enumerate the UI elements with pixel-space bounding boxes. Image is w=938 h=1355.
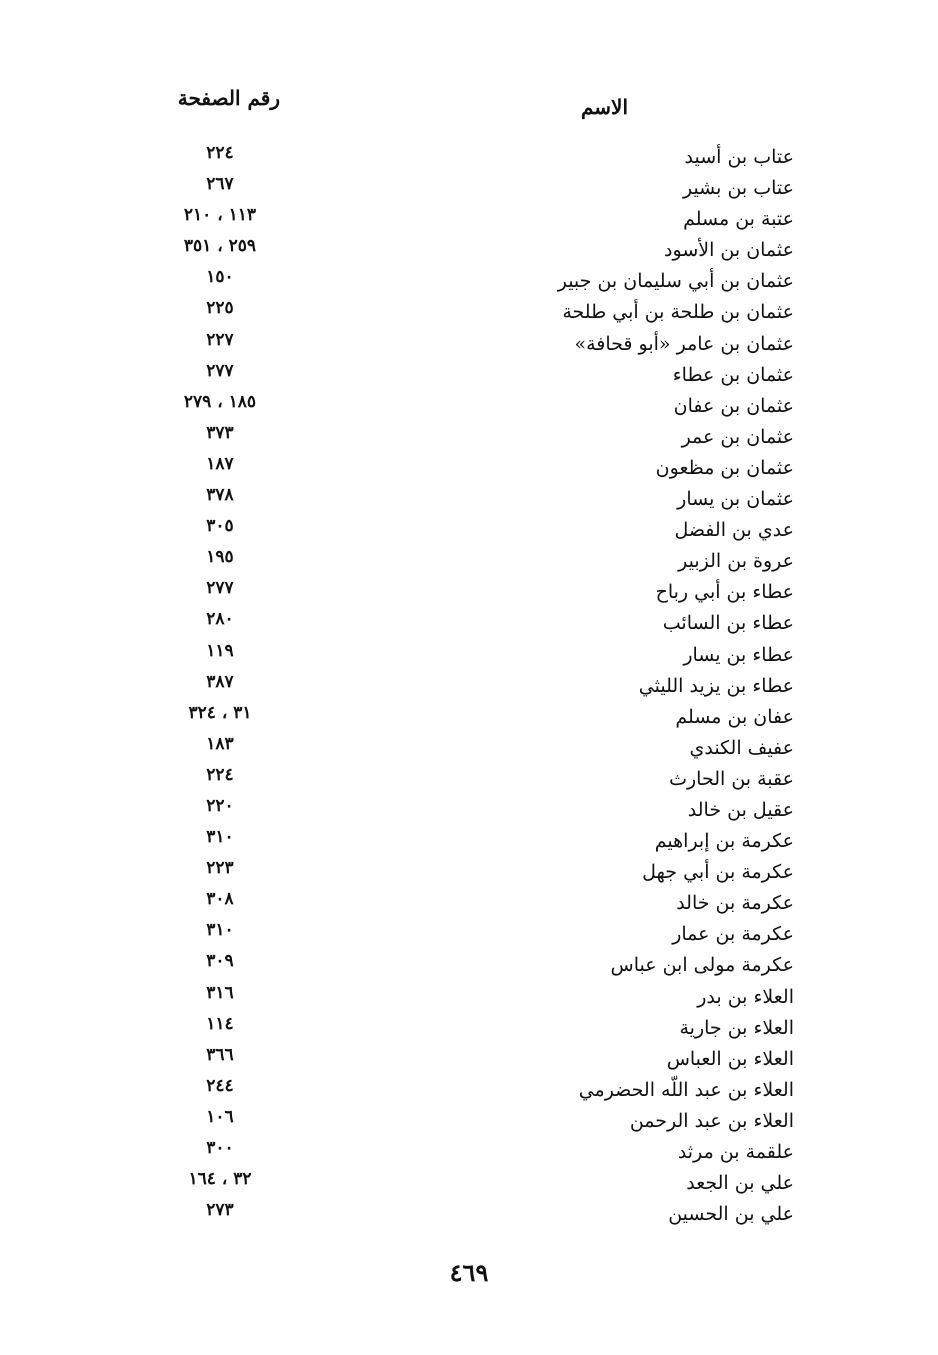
entry-name: علي بن الحسين <box>668 1203 794 1226</box>
entry-name: عكرمة بن أبي جهل <box>642 861 794 884</box>
page-number-column-header: رقم الصفحة <box>177 86 280 110</box>
entry-name: عثمان بن عمر <box>681 425 794 448</box>
entry-name: عثمان بن عطاء <box>672 363 794 386</box>
entry-name: عثمان بن الأسود <box>664 239 794 262</box>
entry-page-numbers: ١١٩ <box>206 640 234 661</box>
entry-name: عثمان بن مظعون <box>655 456 794 479</box>
index-entry-row <box>0 703 938 734</box>
entry-page-numbers: ٣٠٥ <box>206 516 234 537</box>
name-column-header: الاسم <box>580 95 628 119</box>
entry-page-numbers: ٣١٦ <box>206 982 234 1003</box>
entry-page-numbers: ٣١٠ <box>206 827 234 848</box>
entry-name: عطاء بن يزيد الليثي <box>638 674 794 697</box>
entry-page-numbers: ٢٧٧ <box>206 578 234 599</box>
entry-page-numbers: ٢٨٠ <box>206 609 234 630</box>
entry-page-numbers: ٣٠٠ <box>206 1138 234 1158</box>
entry-page-numbers: ٢٦٧ <box>206 174 234 195</box>
entry-page-numbers: ٣١٠ <box>206 920 234 941</box>
entry-name: عكرمة بن إبراهيم <box>654 830 794 853</box>
index-entry-row <box>0 1076 938 1107</box>
entry-name: عثمان بن يسار <box>677 488 794 511</box>
entry-name: العلاء بن عبد اللّه الحضرمي <box>578 1078 794 1101</box>
index-entry-row <box>0 827 938 858</box>
index-entry-row <box>0 1107 938 1138</box>
entry-page-numbers: ١٨٥ ، ٢٧٩ <box>183 391 257 412</box>
index-entry-row <box>0 796 938 827</box>
page-folio-number: ٤٦٩ <box>449 1258 489 1287</box>
index-entry-row <box>0 330 938 361</box>
entry-page-numbers: ٣٠٩ <box>206 951 234 972</box>
entry-name: عثمان بن عامر «أبو قحافة» <box>574 332 794 355</box>
entry-page-numbers: ٣٠٨ <box>206 889 234 910</box>
entry-name: عكرمة بن خالد <box>676 892 794 915</box>
entry-name: عكرمة مولى ابن عباس <box>610 954 794 977</box>
entry-page-numbers: ٣٦٦ <box>206 1044 234 1065</box>
entry-name: عتاب بن أسيد <box>684 146 794 168</box>
index-entry-row <box>0 174 938 205</box>
entry-page-numbers: ٣٨٧ <box>206 671 234 692</box>
index-entry-row <box>0 485 938 516</box>
index-entry-row <box>0 734 938 765</box>
entry-name: عفيف الكندي <box>689 736 794 759</box>
entry-name: العلاء بن جارية <box>679 1016 794 1039</box>
index-entry-row <box>0 920 938 951</box>
entry-name: عثمان بن طلحة بن أبي طلحة <box>562 301 794 324</box>
entry-page-numbers: ٢٥٩ ، ٣٥١ <box>183 236 257 257</box>
entry-page-numbers: ١١٣ ، ٢١٠ <box>183 205 257 226</box>
entry-page-numbers: ١٥٠ <box>206 267 234 288</box>
entry-page-numbers: ٣٧٨ <box>206 485 234 506</box>
entry-name: العلاء بن بدر <box>697 985 794 1008</box>
entry-page-numbers: ٣٢ ، ١٦٤ <box>188 1169 252 1190</box>
entry-page-numbers: ٢٢٤ <box>206 764 234 785</box>
index-entry-row <box>0 205 938 236</box>
index-entry-row <box>0 298 938 329</box>
index-entry-row <box>0 547 938 578</box>
index-entry-row <box>0 1045 938 1076</box>
entry-page-numbers: ٢٤٤ <box>206 1075 234 1096</box>
index-entry-row <box>0 423 938 454</box>
index-entry-row <box>0 143 938 174</box>
index-entry-row <box>0 267 938 298</box>
entry-name: عتبة بن مسلم <box>683 208 794 231</box>
index-entry-row <box>0 578 938 609</box>
index-entry-row <box>0 361 938 392</box>
entry-name: عثمان بن أبي سليمان بن جبير <box>557 270 794 293</box>
index-entry-row <box>0 641 938 672</box>
entry-page-numbers: ٢٧٧ <box>206 360 234 381</box>
entry-name: عروة بن الزبير <box>678 550 794 573</box>
entry-name: عطاء بن أبي رباح <box>655 581 794 604</box>
entry-page-numbers: ١٩٥ <box>206 547 234 568</box>
index-entry-row <box>0 889 938 920</box>
index-entry-row <box>0 236 938 267</box>
entry-name: عكرمة بن عمار <box>672 923 794 946</box>
index-entry-row <box>0 983 938 1014</box>
entry-name: العلاء بن عبد الرحمن <box>629 1109 794 1132</box>
index-entry-row <box>0 672 938 703</box>
entry-name: العلاء بن العباس <box>666 1047 794 1070</box>
entry-page-numbers: ٢٢٣ <box>206 858 234 879</box>
entry-name: علقمة بن مرثد <box>677 1141 794 1163</box>
entry-name: عطاء بن السائب <box>662 612 794 635</box>
index-entries <box>0 143 938 1231</box>
entry-page-numbers: ٢٢٠ <box>206 795 234 816</box>
index-entry-row <box>0 1200 938 1231</box>
index-entry-row <box>0 1169 938 1200</box>
entry-page-numbers: ٣١ ، ٣٢٤ <box>188 702 252 723</box>
entry-page-numbers: ٢٢٤ <box>206 143 234 163</box>
entry-name: عثمان بن عفان <box>673 394 794 417</box>
entry-page-numbers: ٢٢٧ <box>206 329 234 350</box>
entry-page-numbers: ٣٧٣ <box>206 422 234 443</box>
entry-name: عقيل بن خالد <box>687 798 794 821</box>
index-entry-row <box>0 1138 938 1169</box>
entry-name: عطاء بن يسار <box>683 643 794 666</box>
index-entry-row <box>0 1014 938 1045</box>
index-entry-row <box>0 951 938 982</box>
entry-name: عفان بن مسلم <box>675 705 794 728</box>
index-entry-row <box>0 609 938 640</box>
entry-page-numbers: ٢٢٥ <box>206 298 234 319</box>
entry-page-numbers: ١١٤ <box>206 1013 234 1034</box>
index-entry-row <box>0 392 938 423</box>
index-entry-row <box>0 765 938 796</box>
entry-name: علي بن الجعد <box>686 1172 794 1195</box>
index-entry-row <box>0 454 938 485</box>
index-entry-row <box>0 516 938 547</box>
entry-name: عتاب بن بشير <box>682 177 794 200</box>
entry-page-numbers: ٢٧٣ <box>206 1200 234 1221</box>
entry-page-numbers: ١٠٦ <box>206 1106 234 1127</box>
entry-name: عقبة بن الحارث <box>669 767 794 790</box>
entry-page-numbers: ١٨٧ <box>206 453 234 474</box>
entry-page-numbers: ١٨٣ <box>206 733 234 754</box>
entry-name: عدي بن الفضل <box>674 519 794 542</box>
index-entry-row <box>0 858 938 889</box>
